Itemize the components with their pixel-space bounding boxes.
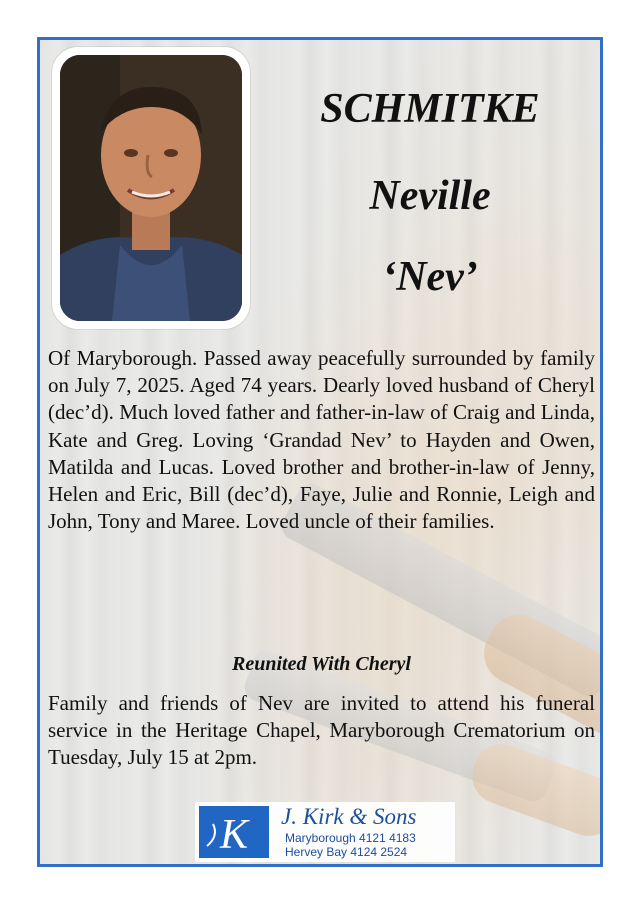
surname-heading: SCHMITKE	[320, 86, 540, 132]
k-monogram-icon	[199, 806, 269, 858]
hervey-bay-phone: Hervey Bay 4124 2524	[285, 845, 408, 859]
portrait-illustration	[60, 55, 242, 321]
maryborough-phone: Maryborough 4121 4183	[285, 831, 416, 845]
nickname-heading: ‘Nev’	[382, 254, 478, 300]
reunited-line: Reunited With Cheryl	[232, 653, 411, 675]
death-notice	[37, 37, 603, 867]
funeral-details-text: Family and friends of Nev are invited to attend his funeral service in the Heritage Chapel, Maryborough Crematorium on Tuesday, July 15 at 2pm.	[48, 691, 595, 770]
funeral-director-name: J. Kirk & Sons	[281, 804, 417, 829]
svg-text:K: K	[219, 812, 249, 858]
portrait-frame	[52, 47, 250, 329]
first-name-heading: Neville	[369, 173, 491, 219]
funeral-director-logo	[195, 802, 455, 862]
obituary-text: Of Maryborough. Passed away peacefully surrounded by family on July 7, 2025. Aged 74 years. Dearly loved husband of Cheryl (dec’d). Much loved father and father-in-law of Craig and Linda, Kate and Greg. Loving ‘Grandad Nev’ to Hayden and Owen, Matilda and Lucas. Loved brother and brother-in-law of Jenny, Helen and Eric, Bill (dec’d), Faye, Julie and Ronnie, Leigh and John, Tony and Maree. Loved uncle of their families.	[48, 346, 595, 534]
portrait-photo	[60, 55, 242, 321]
